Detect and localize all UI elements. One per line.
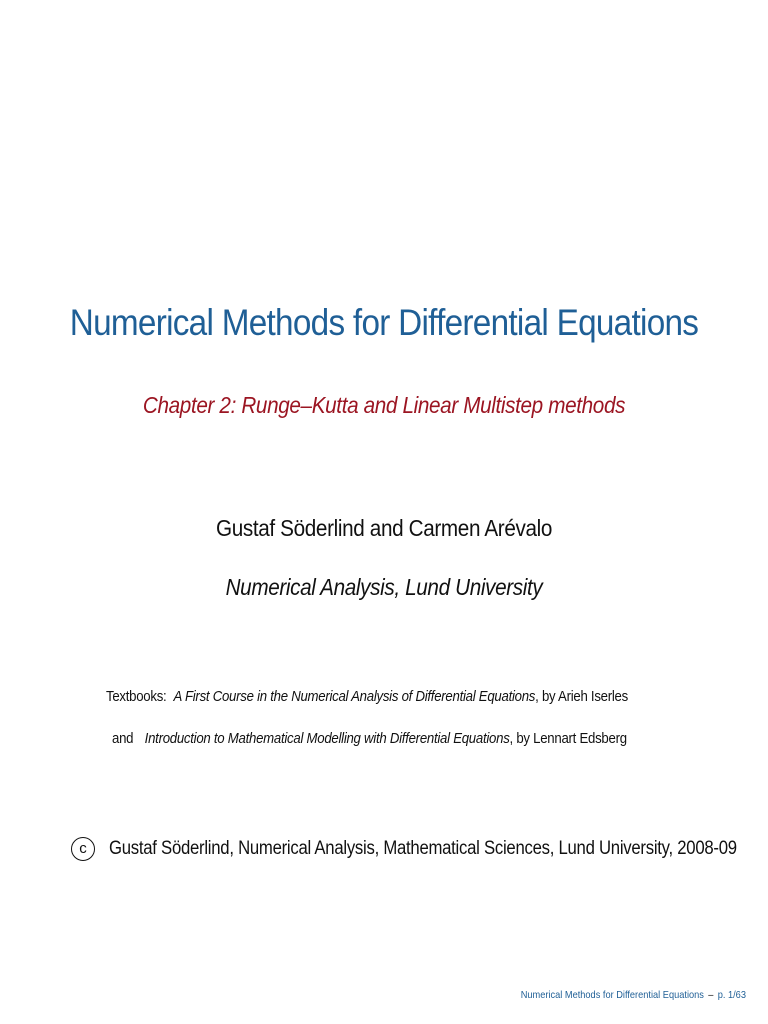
footer-separator: – bbox=[708, 989, 714, 1001]
textbook-line-1 bbox=[106, 688, 628, 705]
affiliation: Numerical Analysis, Lund University bbox=[225, 574, 543, 600]
textbook-1-author: , by Arieh Iserles bbox=[535, 688, 628, 705]
copyright-icon: c bbox=[71, 837, 95, 861]
textbooks-label: Textbooks: bbox=[106, 688, 167, 705]
textbooks-connector: and bbox=[112, 730, 134, 747]
footer-title: Numerical Methods for Differential Equations bbox=[520, 989, 704, 1001]
textbook-2-title: Introduction to Mathematical Modelling with Differential Equations bbox=[144, 730, 510, 747]
slide-footer bbox=[521, 989, 746, 1001]
textbook-line-2 bbox=[112, 730, 627, 747]
slide-title: Numerical Methods for Differential Equations bbox=[69, 302, 699, 343]
copyright-text: Gustaf Söderlind, Numerical Analysis, Mathematical Sciences, Lund University, 2008-09 bbox=[109, 838, 737, 859]
textbook-2-author: , by Lennart Edsberg bbox=[509, 730, 627, 747]
copyright-notice bbox=[71, 837, 768, 861]
textbook-1-title: A First Course in the Numerical Analysis of Differential Equations bbox=[173, 688, 536, 705]
authors: Gustaf Söderlind and Carmen Arévalo bbox=[215, 515, 553, 541]
chapter-subtitle: Chapter 2: Runge–Kutta and Linear Multistep methods bbox=[142, 392, 626, 418]
page-number: p. 1/63 bbox=[717, 989, 746, 1001]
